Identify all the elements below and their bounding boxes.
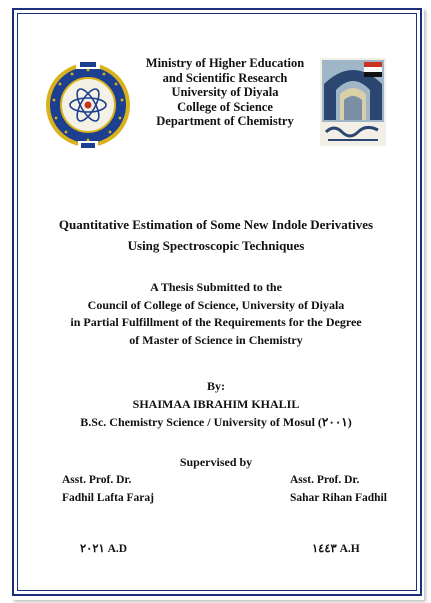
research-line: and Scientific Research <box>162 70 288 85</box>
supervisor-left-title: Asst. Prof. Dr. <box>62 474 132 486</box>
thesis-title-line-2: Using Spectroscopic Techniques <box>127 238 305 253</box>
thesis-title-line-1: Quantitative Estimation of Some New Indole Derivatives <box>58 217 374 232</box>
institution-header <box>100 56 350 129</box>
date-ah: ١٤٤٣ A.H <box>312 543 360 555</box>
by-label: By: <box>207 379 225 393</box>
supervisor-right <box>290 471 387 507</box>
submission-statement <box>20 279 412 349</box>
thesis-title <box>20 214 412 256</box>
submission-line-2: Council of College of Science, University of Diyala <box>87 297 345 312</box>
submission-line-4: of Master of Science in Chemistry <box>129 332 303 347</box>
supervisor-right-title: Asst. Prof. Dr. <box>290 474 360 486</box>
department-line: Department of Chemistry <box>156 114 294 128</box>
author-degree: B.Sc. Chemistry Science / University of Mosul (٢٠٠١) <box>80 415 352 429</box>
university-line: University of Diyala <box>171 85 279 99</box>
author-block <box>20 377 412 431</box>
supervisor-left <box>62 471 154 507</box>
submission-line-1: A Thesis Submitted to the <box>150 280 282 294</box>
supervised-by-label: Supervised by <box>179 455 253 469</box>
supervisor-left-name: Fadhil Lafta Faraj <box>62 492 154 504</box>
supervisor-right-name: Sahar Rihan Fadhil <box>290 492 387 504</box>
submission-line-3: in Partial Fulfillment of the Requirements for the Degree <box>70 315 362 329</box>
author-name: SHAIMAA IBRAHIM KHALIL <box>132 397 300 411</box>
date-ad: ٢٠٢١ A.D <box>80 543 128 555</box>
ministry-line: Ministry of Higher Education <box>145 56 305 70</box>
college-line: College of Science <box>177 99 273 114</box>
